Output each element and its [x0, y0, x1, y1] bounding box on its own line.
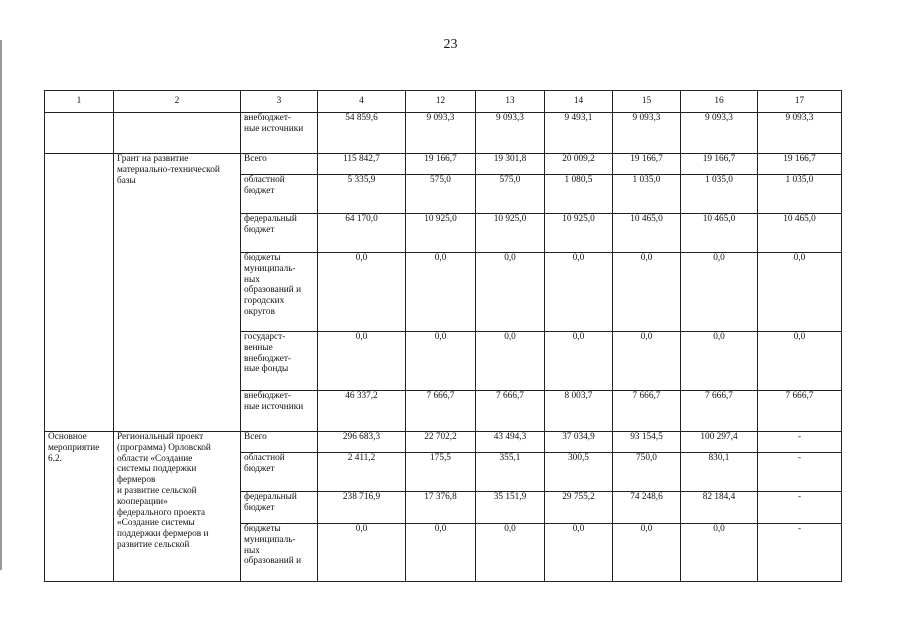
column-header: 14: [545, 91, 613, 113]
value-cell: 35 151,9: [476, 492, 545, 524]
measure-code-cell: [45, 154, 114, 432]
value-cell: 82 184,4: [681, 492, 758, 524]
funding-source: федеральный бюджет: [241, 214, 318, 253]
value-cell: 0,0: [406, 524, 476, 582]
funding-source: бюджеты муниципаль- ных образований и городских округов: [241, 253, 318, 332]
value-cell: 7 666,7: [758, 391, 842, 432]
value-cell: -: [758, 453, 842, 492]
value-cell: 0,0: [545, 253, 613, 332]
value-cell: 54 859,6: [318, 113, 406, 154]
value-cell: 0,0: [318, 332, 406, 391]
value-cell: 0,0: [613, 524, 681, 582]
budget-table: [44, 90, 842, 582]
value-cell: 19 166,7: [406, 154, 476, 175]
table-body: [45, 113, 842, 582]
value-cell: 0,0: [758, 332, 842, 391]
value-cell: 296 683,3: [318, 432, 406, 453]
value-cell: 9 093,3: [476, 113, 545, 154]
value-cell: 93 154,5: [613, 432, 681, 453]
value-cell: 0,0: [318, 253, 406, 332]
value-cell: -: [758, 492, 842, 524]
funding-source: внебюджет- ные источники: [241, 391, 318, 432]
value-cell: 1 035,0: [613, 175, 681, 214]
value-cell: 0,0: [681, 253, 758, 332]
measure-name: Региональный проект (программа) Орловской области «Создание системы поддержки фермеров и развитие сельской кооперации» федерального проекта «Создание системы поддержки фермеров и развитие сельской: [114, 432, 241, 582]
measure-code: Основное мероприятие 6.2.: [45, 432, 114, 582]
value-cell: 19 301,8: [476, 154, 545, 175]
value-cell: 9 493,1: [545, 113, 613, 154]
funding-source: федеральный бюджет: [241, 492, 318, 524]
value-cell: 750,0: [613, 453, 681, 492]
value-cell: -: [758, 524, 842, 582]
value-cell: 10 465,0: [681, 214, 758, 253]
value-cell: 10 465,0: [613, 214, 681, 253]
value-cell: 9 093,3: [613, 113, 681, 154]
value-cell: 115 842,7: [318, 154, 406, 175]
measure-name-cell: [114, 113, 241, 154]
header-row: [45, 91, 842, 113]
value-cell: 175,5: [406, 453, 476, 492]
value-cell: 0,0: [681, 332, 758, 391]
value-cell: 64 170,0: [318, 214, 406, 253]
table-header: [45, 91, 842, 113]
value-cell: 37 034,9: [545, 432, 613, 453]
column-header: 16: [681, 91, 758, 113]
value-cell: 10 465,0: [758, 214, 842, 253]
scan-edge-line: [0, 40, 2, 570]
value-cell: 0,0: [476, 253, 545, 332]
value-cell: 0,0: [406, 332, 476, 391]
funding-source: областной бюджет: [241, 175, 318, 214]
value-cell: 100 297,4: [681, 432, 758, 453]
value-cell: 575,0: [476, 175, 545, 214]
value-cell: 2 411,2: [318, 453, 406, 492]
column-header: 3: [241, 91, 318, 113]
value-cell: 46 337,2: [318, 391, 406, 432]
value-cell: 10 925,0: [545, 214, 613, 253]
value-cell: 0,0: [476, 524, 545, 582]
measure-name: Грант на развитие материально-технической базы: [114, 154, 241, 432]
value-cell: 22 702,2: [406, 432, 476, 453]
measure-code-cell: [45, 113, 114, 154]
value-cell: 1 035,0: [681, 175, 758, 214]
table-row: [45, 432, 842, 453]
funding-source: Всего: [241, 154, 318, 175]
value-cell: 19 166,7: [758, 154, 842, 175]
value-cell: 1 080,5: [545, 175, 613, 214]
value-cell: 0,0: [758, 253, 842, 332]
value-cell: 0,0: [318, 524, 406, 582]
column-header: 2: [114, 91, 241, 113]
value-cell: 300,5: [545, 453, 613, 492]
value-cell: 0,0: [545, 332, 613, 391]
column-header: 13: [476, 91, 545, 113]
value-cell: 830,1: [681, 453, 758, 492]
value-cell: 7 666,7: [406, 391, 476, 432]
value-cell: 0,0: [613, 253, 681, 332]
value-cell: 17 376,8: [406, 492, 476, 524]
value-cell: 74 248,6: [613, 492, 681, 524]
value-cell: 238 716,9: [318, 492, 406, 524]
value-cell: 8 003,7: [545, 391, 613, 432]
value-cell: 7 666,7: [681, 391, 758, 432]
value-cell: 0,0: [406, 253, 476, 332]
funding-source: внебюджет- ные источники: [241, 113, 318, 154]
table-row: [45, 113, 842, 154]
value-cell: 9 093,3: [681, 113, 758, 154]
value-cell: 0,0: [545, 524, 613, 582]
value-cell: 575,0: [406, 175, 476, 214]
value-cell: -: [758, 432, 842, 453]
value-cell: 5 335,9: [318, 175, 406, 214]
column-header: 12: [406, 91, 476, 113]
page-number: 23: [443, 37, 458, 52]
value-cell: 355,1: [476, 453, 545, 492]
value-cell: 9 093,3: [758, 113, 842, 154]
value-cell: 19 166,7: [681, 154, 758, 175]
funding-source: областной бюджет: [241, 453, 318, 492]
column-header: 17: [758, 91, 842, 113]
value-cell: 0,0: [476, 332, 545, 391]
value-cell: 10 925,0: [406, 214, 476, 253]
table-row: [45, 154, 842, 175]
value-cell: 7 666,7: [613, 391, 681, 432]
value-cell: 1 035,0: [758, 175, 842, 214]
column-header: 1: [45, 91, 114, 113]
value-cell: 19 166,7: [613, 154, 681, 175]
column-header: 15: [613, 91, 681, 113]
funding-source: Всего: [241, 432, 318, 453]
funding-source: бюджеты муниципаль- ных образований и: [241, 524, 318, 582]
value-cell: 0,0: [681, 524, 758, 582]
column-header: 4: [318, 91, 406, 113]
value-cell: 20 009,2: [545, 154, 613, 175]
value-cell: 9 093,3: [406, 113, 476, 154]
value-cell: 7 666,7: [476, 391, 545, 432]
value-cell: 0,0: [613, 332, 681, 391]
value-cell: 43 494,3: [476, 432, 545, 453]
value-cell: 10 925,0: [476, 214, 545, 253]
funding-source: государст- венные внебюджет- ные фонды: [241, 332, 318, 391]
value-cell: 29 755,2: [545, 492, 613, 524]
